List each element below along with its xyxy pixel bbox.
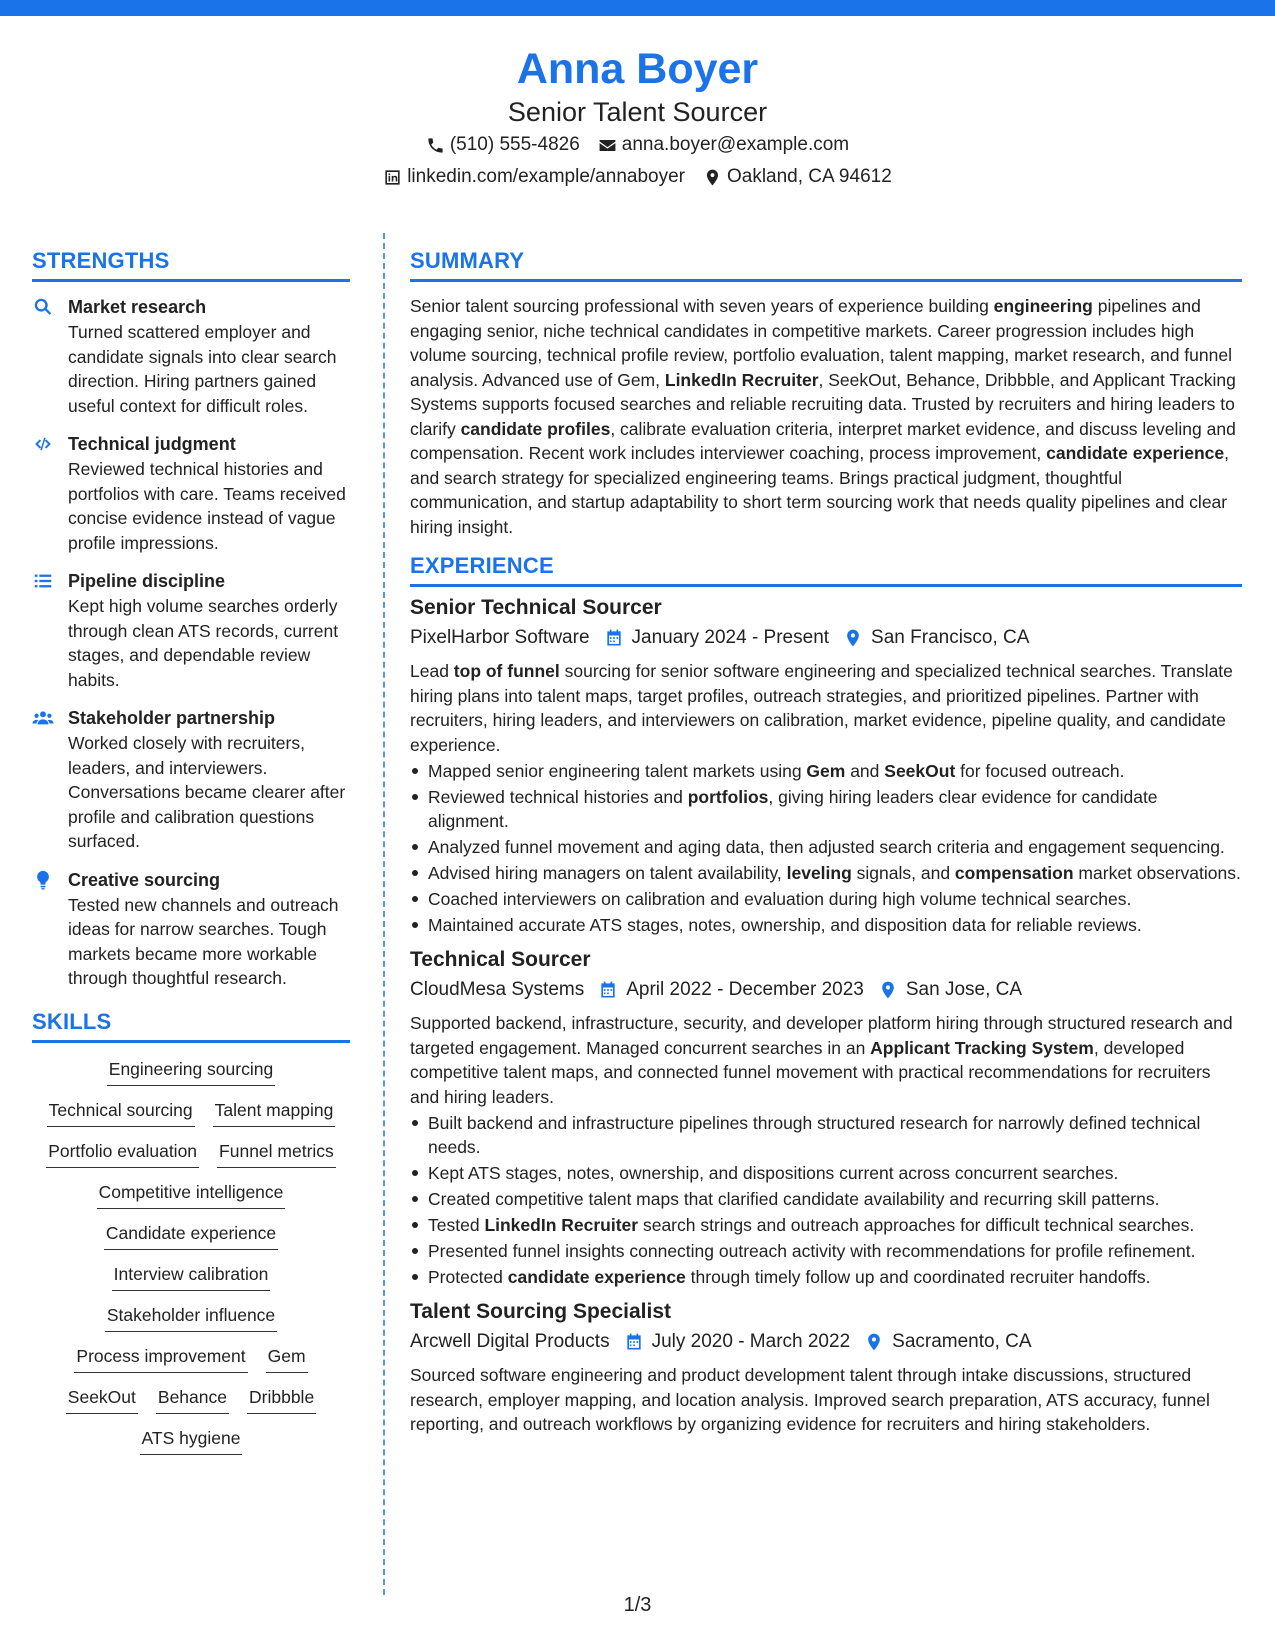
calendar-icon [598,980,618,1000]
code-icon [32,433,54,455]
job-description [410,659,1242,757]
resume-header [0,42,1275,192]
company-name: Arcwell Digital Products [410,1331,610,1352]
text-segment: , developed competitive talent maps, and connected funnel movement with practical recommendations for recruiters and hiring leaders. [410,1037,1211,1107]
users-icon [32,707,54,729]
strength-icon-wrap [32,568,56,692]
text-segment: search strings and outreach approaches for difficult technical searches. [638,1215,1195,1235]
strength-body [68,867,350,991]
skill-tag: SeekOut [66,1385,138,1414]
bullet-item [410,887,1242,911]
job-bullets [410,759,1242,937]
calendar-icon [604,628,624,648]
job-dates: January 2024 - Present [631,627,830,648]
text-segment: Mapped senior engineering talent markets using [428,761,807,781]
skill-tag: Interview calibration [112,1262,271,1291]
strength-title: Technical judgment [68,434,236,454]
bold-text: LinkedIn Recruiter [484,1215,639,1235]
skills-heading: SKILLS [32,1009,350,1043]
skills-list [32,1055,350,1457]
skill-tag: Technical sourcing [47,1098,195,1127]
text-segment: Supported backend, infrastructure, security, and developer platform hiring through structured research and targeted engagement. Managed concurrent searches in an [410,1013,1233,1058]
location-contact [703,162,892,192]
map-pin-icon [878,980,898,1000]
bold-text: Applicant Tracking System [870,1037,1094,1058]
contact-row-2 [0,162,1275,192]
job-dates: July 2020 - March 2022 [651,1331,851,1352]
bold-text: top of funnel [453,661,560,681]
strength-text: Worked closely with recruiters, leaders, and interviewers. Conversations became clearer after profile and calibration questions surfaced. [68,733,346,851]
skill-tag: ATS hygiene [140,1426,243,1455]
job-dates: April 2022 - December 2023 [626,979,864,1000]
linkedin-contact[interactable] [383,162,685,192]
email-contact[interactable] [598,130,849,160]
strength-text: Kept high volume searches orderly through clean ATS records, current stages, and dependable review habits. [68,596,339,690]
bold-text: LinkedIn Recruiter [664,369,819,390]
location-text: Oakland, CA 94612 [726,166,892,187]
text-segment: Built backend and infrastructure pipelines through structured research for narrowly defined technical needs. [428,1113,1201,1157]
job-meta [410,623,1242,653]
text-segment: , giving hiring leaders clear evidence for candidate alignment. [428,787,1158,831]
strength-text: Tested new channels and outreach ideas for narrow searches. Tough markets became more workable through thoughtful research. [68,894,339,988]
text-segment: Analyzed funnel movement and aging data, then adjusted search criteria and engagement sequencing. [428,837,1225,857]
skill-tag: Stakeholder influence [105,1303,277,1332]
skill-tag: Process improvement [74,1344,247,1373]
bold-text: candidate profiles [460,418,611,439]
skill-tag: Competitive intelligence [97,1180,286,1209]
strength-text: Reviewed technical histories and portfolios with care. Teams received concise evidence instead of vague profile impressions. [68,459,346,553]
strength-title: Stakeholder partnership [68,708,276,728]
experience-heading: EXPERIENCE [410,553,1242,587]
job-title: Senior Technical Sourcer [410,596,662,619]
bullet-item [410,861,1242,885]
text-segment: Lead [410,661,454,681]
strength-icon-wrap [32,867,56,991]
phone-icon [426,136,445,155]
job-location: Sacramento, CA [892,1331,1032,1352]
summary-text [410,294,1242,539]
linkedin-icon [383,168,402,187]
strength-icon-wrap [32,705,56,854]
job-meta [410,975,1242,1005]
job-location: San Jose, CA [905,979,1023,1000]
summary-heading: SUMMARY [410,248,1242,282]
strength-body [68,431,350,555]
bold-text: Gem [806,761,846,781]
skill-tag: Funnel metrics [217,1139,336,1168]
text-segment: for focused outreach. [955,761,1125,781]
text-segment: Advised hiring managers on talent availability, [428,863,787,883]
job-entry [410,1297,1242,1437]
text-segment: Created competitive talent maps that clarified candidate availability and recurring skill patterns. [428,1189,1160,1209]
jobs-list [410,593,1242,1437]
strength-item [32,568,350,692]
job-location: San Francisco, CA [871,627,1030,648]
text-segment: signals, and [851,863,955,883]
bullet-item [410,1213,1242,1237]
text-segment: Presented funnel insights connecting outreach activity with recommendations for profile refinement. [428,1241,1196,1261]
bullet-item [410,913,1242,937]
text-segment: , and search strategy for specialized engineering teams. Brings practical judgment, thoughtful communication, and startup adaptability to short term sourcing work that needs quality pipelines and clear hiring insight. [410,443,1230,537]
map-pin-icon [843,628,863,648]
strength-item [32,294,350,418]
bold-text: portfolios [687,787,769,807]
strength-body [68,568,350,692]
search-icon [32,296,54,318]
skill-tag: Behance [156,1385,229,1414]
list-icon [32,570,54,592]
calendar-icon [624,1332,644,1352]
job-entry [410,593,1242,937]
skill-tag: Dribbble [247,1385,316,1414]
bold-text: leveling [786,863,852,883]
strength-body [68,294,350,418]
bold-text: SeekOut [884,761,956,781]
right-column [410,248,1242,1445]
strength-title: Creative sourcing [68,869,221,890]
job-entry [410,945,1242,1289]
text-segment: Reviewed technical histories and [428,787,688,807]
job-meta [410,1327,1242,1357]
envelope-icon [598,136,617,155]
left-column [32,248,350,1457]
text-segment: Coached interviewers on calibration and evaluation during high volume technical searches. [428,889,1132,909]
strength-item [32,705,350,854]
job-title: Talent Sourcing Specialist [410,1300,672,1323]
map-pin-icon [864,1332,884,1352]
bold-text: compensation [954,863,1074,883]
strengths-list [32,294,350,991]
email-text: anna.boyer@example.com [621,134,850,155]
strength-text: Turned scattered employer and candidate signals into clear search direction. Hiring partners gained useful context for difficult roles. [68,322,337,416]
bullet-item [410,1187,1242,1211]
strength-title: Market research [68,297,207,317]
map-pin-icon [703,168,722,187]
text-segment: Kept ATS stages, notes, ownership, and dispositions current across concurrent searches. [428,1163,1119,1183]
candidate-name: Anna Boyer [516,45,759,93]
job-description [410,1363,1242,1437]
strength-title: Pipeline discipline [68,571,226,591]
bullet-item [410,1239,1242,1263]
bullet-item [410,1161,1242,1185]
text-segment: , SeekOut, Behance, Dribbble, and Applicant Tracking Systems supports focused searches and reliable recruiting data. Trusted by recruiters and hiring leaders to clarify [410,369,1236,439]
job-bullets [410,1111,1242,1289]
linkedin-text: linkedin.com/example/annaboyer [407,166,685,187]
text-segment: Sourced software engineering and product development talent through intake discussions, structured research, employer mapping, and location analysis. Improved search preparation, ATS accuracy, funnel reporting, and outreach workflows by organizing evidence for recruiters and hiring stakeholders. [410,1365,1210,1434]
company-name: CloudMesa Systems [410,979,585,1000]
phone-contact[interactable] [426,130,580,160]
bold-text: engineering [993,296,1093,316]
strength-icon-wrap [32,431,56,555]
text-segment: Protected [428,1267,508,1287]
column-divider [383,233,385,1595]
lightbulb-icon [32,869,54,891]
strength-icon-wrap [32,294,56,418]
phone-text: (510) 555-4826 [449,134,580,155]
text-segment: , calibrate evaluation criteria, interpret market evidence, and discuss leveling and compensation. Recent work includes interviewer coaching, process improvement, [410,418,1236,463]
text-segment: through timely follow up and coordinated recruiter handoffs. [685,1267,1151,1287]
strength-body [68,705,350,854]
text-segment: sourcing for senior software engineering and specialized technical searches. Translate hiring plans into talent maps, target profiles, outreach strategies, and prioritized pipelines. Partner with recruiters, hiring leaders, and interviewers on calibration, market evidence, pipeline quality, and candidate experience. [410,661,1233,755]
strength-item [32,867,350,991]
page-number: 1/3 [623,1594,652,1616]
job-title: Technical Sourcer [410,948,591,971]
text-segment: and [845,761,885,781]
text-segment: Maintained accurate ATS stages, notes, ownership, and disposition data for reliable reviews. [428,915,1142,935]
bullet-item [410,785,1242,833]
company-name: PixelHarbor Software [410,627,590,648]
skill-tag: Talent mapping [213,1098,336,1127]
bullet-item [410,1111,1242,1159]
contact-row-1 [0,130,1275,160]
skill-tag: Gem [266,1344,308,1373]
strengths-heading: STRENGTHS [32,248,350,282]
job-description [410,1011,1242,1109]
text-segment: market observations. [1073,863,1241,883]
bullet-item [410,1265,1242,1289]
skill-tag: Candidate experience [104,1221,278,1250]
text-segment: Tested [428,1215,485,1235]
text-segment: Senior talent sourcing professional with seven years of experience building [410,296,994,316]
text-segment: pipelines and engaging senior, niche technical candidates in competitive markets. Career progression includes high volume sourcing, technical profile review, portfolio evaluation, talent mapping, market research, and funnel analysis. Advanced use of Gem, [410,296,1232,390]
skill-tag: Portfolio evaluation [46,1139,199,1168]
bullet-item [410,759,1242,783]
bold-text: candidate experience [507,1267,686,1287]
top-accent-bar [0,0,1275,16]
candidate-title: Senior Talent Sourcer [507,97,768,127]
skill-tag: Engineering sourcing [107,1057,275,1086]
bold-text: candidate experience [1046,443,1225,463]
bullet-item [410,835,1242,859]
strength-item [32,431,350,555]
